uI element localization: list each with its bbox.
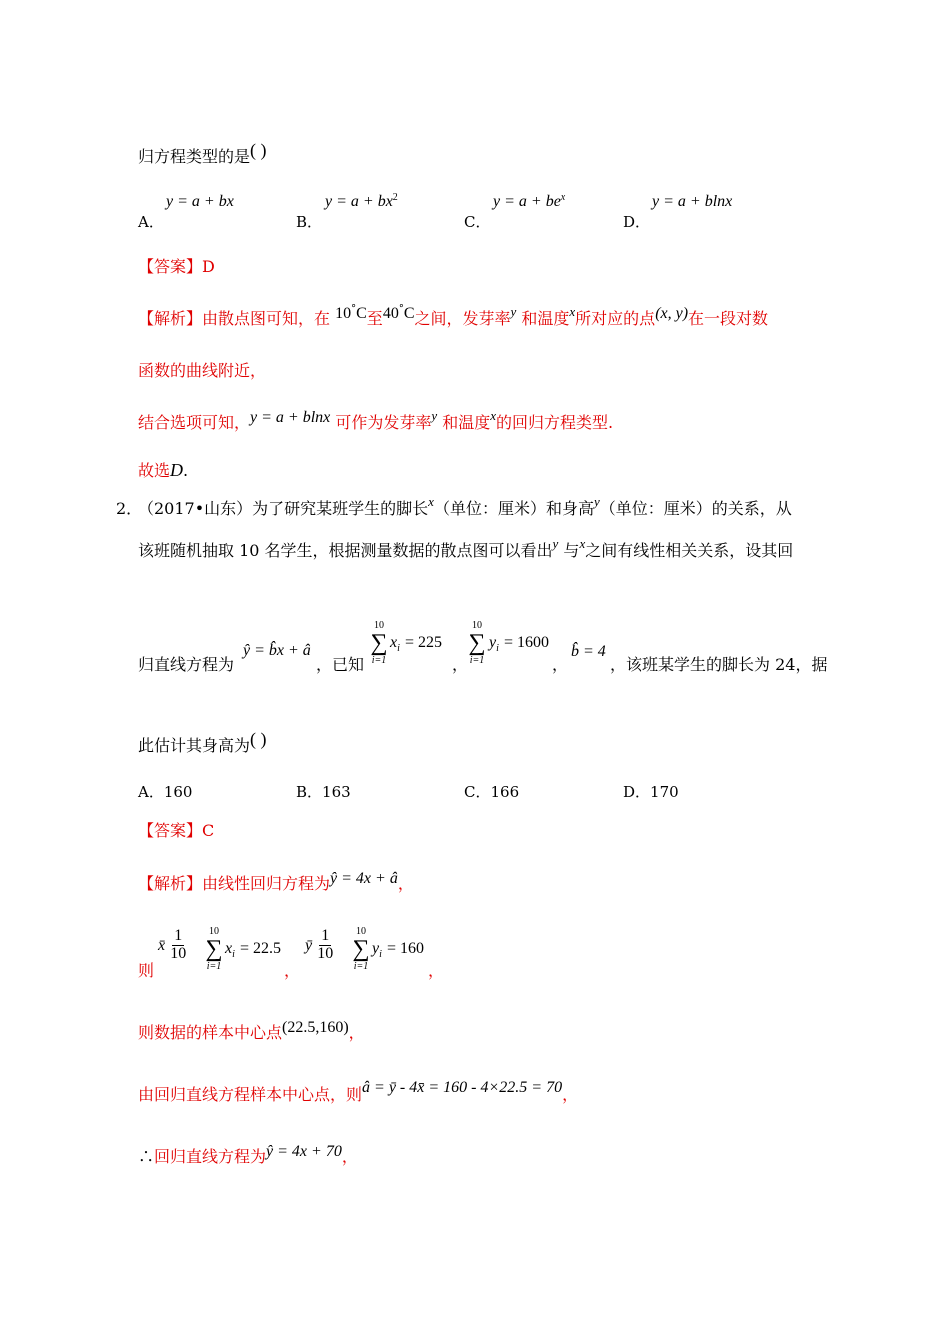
q1-analysis-tag: 【解析】 — [138, 309, 203, 328]
q2-answer-paren: ( ) — [250, 729, 267, 749]
therefore-symbol: ∴ — [138, 1147, 155, 1166]
q2-comma-1: ， — [452, 655, 469, 674]
q2-stem-line-1: （2017•山东）为了研究某班学生的脚长$^x$（单位：厘米）和身高$^y$（单位：厘米）的关系，从 — [138, 494, 792, 518]
q2-stem-line-3-end: ，该班某学生的脚长为 24，据 — [610, 655, 828, 674]
q1-answer — [138, 254, 215, 277]
q2-analysis-line-4: 由回归直线方程样本中心点，则â = ȳ - 4x̄ = 160 - 4×22.5 = 70， — [138, 1079, 579, 1104]
q2-xbar-sum: 10 ∑ i=1 — [205, 926, 223, 972]
q2-sum-y: 10 ∑ i=1 — [468, 620, 486, 666]
q2-option-a: A．160 — [138, 783, 193, 801]
q1-option-b-formula: $y = a + bx^2$ — [325, 192, 398, 210]
q1-option-c-formula: $y = a + be^x$ — [493, 192, 566, 210]
q2-sum-y-value: $y_i = 1600$ — [489, 634, 550, 655]
q2-xbar-formula: x̄ $\frac{1}{10}$ — [158, 927, 187, 962]
q2-analysis-line-5: ∴回归直线方程为ŷ = 4x + 70， — [138, 1143, 358, 1166]
q2-ybar-value: $y_i = 160$ — [372, 940, 425, 961]
q1-option-a-formula: y = a + bx — [166, 193, 234, 210]
q2-stem-line-2: 该班随机抽取 10 名学生，根据测量数据的散点图可以看出$^y$ 与$^x$之间有线性相关关系，设其回 — [138, 536, 794, 560]
q1-analysis-line-3: 结合选项可知，y = a + blnx 可作为发芽率$^y$ 和温度$^x$的回归方程类型. — [138, 408, 614, 432]
q1-option-c-letter: C． — [464, 213, 491, 231]
q2-final-equation: ŷ = 4x + 70 — [266, 1143, 342, 1160]
q1-answer-paren: ( ) — [250, 140, 267, 160]
q1-option-b-letter: B． — [296, 213, 323, 231]
q2-option-d: D．170 — [623, 783, 679, 801]
temp-range-10: 10°C — [335, 303, 367, 322]
q1-option-d-formula: y = a + blnx — [652, 193, 733, 210]
q2-option-b: B．163 — [296, 783, 351, 801]
q2-stem-line-4: 此估计其身高为( ) — [138, 729, 267, 755]
q1-answer-tag: 【答案】 — [138, 257, 203, 276]
q2-option-c: C．166 — [464, 783, 520, 801]
q1-option-a-letter: A． — [138, 213, 164, 231]
q2-xbar-value: $x_i = 22.5$ — [225, 940, 282, 961]
point-xy: (x, y) — [655, 305, 689, 322]
q2-ybar-sum: 10 ∑ i=1 — [352, 926, 370, 972]
q2-analysis-ze: 则 — [138, 961, 155, 980]
temp-range-40: 40°C — [382, 303, 415, 322]
q2-stem-line-3: 归直线方程为 — [138, 655, 235, 674]
q2-analysis-line-1: 【解析】由线性回归方程为ŷ = 4x + â， — [138, 870, 414, 893]
q2-regression-equation: ŷ = b̂x + â — [243, 642, 311, 659]
q2-means-comma-1: ， — [284, 961, 301, 980]
q2-sample-center: (22.5,160) — [282, 1019, 349, 1036]
q2-ybar-formula: ȳ $\frac{1}{10}$ — [305, 927, 334, 962]
q1-analysis-line-4: 故选D. — [138, 460, 189, 480]
q1-stem-text: 归方程类型的是 — [138, 147, 251, 166]
q2-sum-x-value: $x_i = 225$ — [390, 634, 443, 655]
q1-analysis-line-2: 函数的曲线附近， — [138, 361, 267, 380]
q2-comma-2: ， — [552, 655, 569, 674]
q2-means-comma-2: ， — [428, 961, 445, 980]
q2-b-value: b̂ = 4 — [571, 643, 606, 660]
q2-answer — [138, 818, 214, 841]
q2-analysis-line-3: 则数据的样本中心点(22.5,160)， — [138, 1019, 365, 1042]
q1-stem-line — [138, 140, 267, 167]
q2-answer-value: C — [202, 821, 215, 840]
q2-sum-x: 10 ∑ i=1 — [370, 620, 388, 666]
q2-intercept-calc: â = ȳ - 4x̄ = 160 - 4×22.5 = 70 — [362, 1079, 563, 1096]
q2-given-label: ，已知 — [316, 655, 365, 674]
q1-answer-value: D — [202, 257, 215, 276]
q1-option-d-letter: D． — [623, 213, 651, 231]
q2-answer-tag: 【答案】 — [138, 821, 203, 840]
q2-number: 2． — [116, 499, 143, 518]
q1-analysis-line-1: 【解析】由散点图可知，在 10°C至40°C之间，发芽率$^y$ 和温度$^x$所对应的点(x, y)在一段对数 — [138, 303, 769, 328]
